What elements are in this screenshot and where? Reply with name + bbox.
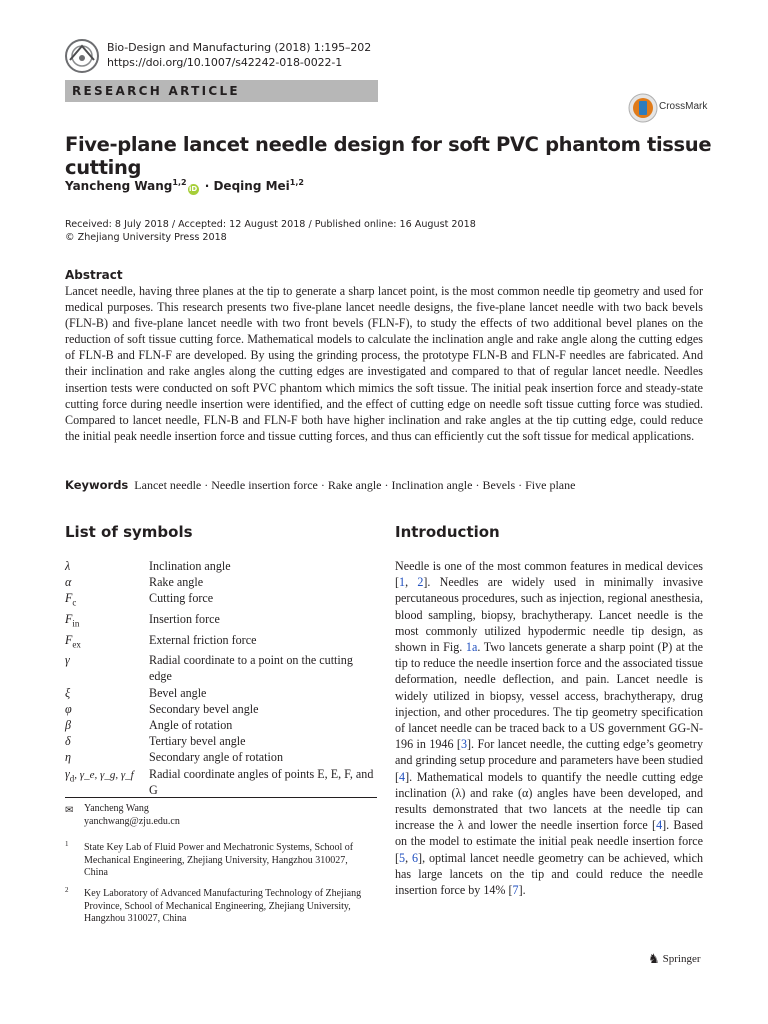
intro-text-segment: ]. For lancet needle, the cutting edge’s geometry and grinding setup procedure and parameters have been studied [ bbox=[395, 737, 703, 784]
intro-text-segment: ]. Mathematical models to quantify the needle cutting edge inclination (λ) and rake (α) angles have been developed, and results demonstrated that two lancets at the needle tip can increase the λ and lower the needle insertion force [ bbox=[395, 769, 703, 833]
copyright-notice: © Zhejiang University Press 2018 bbox=[65, 232, 227, 243]
reference-link[interactable]: 3 bbox=[460, 737, 467, 752]
corresponding-author: Yancheng Wang bbox=[84, 803, 149, 814]
keywords-line bbox=[65, 478, 575, 493]
symbol: $F_{ex}$ bbox=[65, 632, 81, 650]
journal-citation: Bio-Design and Manufacturing (2018) 1:195–202 bbox=[107, 41, 372, 54]
symbol-description: Secondary bevel angle bbox=[149, 701, 259, 716]
symbol: γ bbox=[65, 653, 70, 668]
symbol: α bbox=[65, 575, 72, 590]
symbol-row bbox=[65, 717, 377, 733]
intro-text-segment: , bbox=[405, 575, 418, 590]
symbol-description: External friction force bbox=[149, 632, 257, 647]
publication-dates: Received: 8 July 2018 / Accepted: 12 August 2018 / Published online: 16 August 2018 bbox=[65, 219, 476, 230]
symbol-description: Cutting force bbox=[149, 591, 214, 606]
intro-text-segment: ]. Based on the model to estimate the initial peak needle insertion force [ bbox=[395, 818, 703, 865]
intro-text-segment: , bbox=[405, 850, 412, 865]
affiliation-footnote-1: State Key Lab of Fluid Power and Mechatronic Systems, School of Mechanical Engineering, Zhejiang University, Hangzhou 310027, China bbox=[84, 842, 354, 878]
reference-link[interactable]: 1 bbox=[399, 575, 406, 590]
reference-link[interactable]: 4 bbox=[656, 818, 663, 833]
email-icon: ✉ bbox=[65, 805, 74, 816]
symbol: φ bbox=[65, 701, 72, 716]
symbol-description: Inclination angle bbox=[149, 559, 231, 573]
symbol-row bbox=[65, 574, 377, 590]
author-affiliation: 1,2 bbox=[289, 178, 304, 187]
author-name[interactable]: Deqing Mei bbox=[213, 179, 290, 193]
symbol-description: Tertiary bevel angle bbox=[149, 734, 246, 749]
reference-link[interactable]: 2 bbox=[417, 575, 424, 590]
paper-title: Five-plane lancet needle design for soft PVC phantom tissue cutting bbox=[65, 133, 712, 179]
symbol: $F_{in}$ bbox=[65, 612, 80, 629]
footnote-divider bbox=[65, 797, 377, 798]
article-type-label: RESEARCH ARTICLE bbox=[72, 84, 240, 98]
author-affiliation: 1,2 bbox=[172, 178, 187, 187]
symbol-description: Radial coordinate to a point on the cutting edge bbox=[149, 653, 353, 684]
corresponding-email[interactable]: yanchwang@zju.edu.cn bbox=[84, 816, 180, 827]
symbols-heading: List of symbols bbox=[65, 523, 193, 541]
symbol-row bbox=[65, 749, 377, 765]
reference-link[interactable]: 5 bbox=[399, 850, 406, 865]
journal-logo-icon bbox=[64, 38, 100, 74]
symbol-description: Rake angle bbox=[149, 575, 204, 590]
symbol: $F_c$ bbox=[65, 591, 77, 608]
symbol: β bbox=[65, 718, 72, 733]
symbol-row bbox=[65, 652, 377, 684]
symbol: δ bbox=[65, 734, 71, 749]
introduction-heading: Introduction bbox=[395, 523, 500, 541]
intro-text-segment: Needle is one of the most common features in medical devices [ bbox=[395, 559, 703, 590]
affiliation-footnote-2: Key Laboratory of Advanced Manufacturing Technology of Zhejiang Province, School of Mechanical Engineering, Zhejiang University, Hangzhou 310027, China bbox=[84, 888, 362, 924]
crossmark-icon bbox=[628, 93, 658, 123]
introduction-text bbox=[395, 558, 703, 898]
symbol-row bbox=[65, 611, 377, 632]
author-separator: · bbox=[200, 179, 214, 193]
symbol-description: Bevel angle bbox=[149, 685, 207, 700]
orcid-icon[interactable]: iD bbox=[188, 185, 198, 193]
footnote-marker: 2 bbox=[65, 886, 69, 894]
intro-text-segment: ], optimal lancet needle geometry can be achieved, which has large lancets on the tip and could reduce the needle insertion force by 14% [ bbox=[395, 850, 703, 898]
keywords-label: Keywords bbox=[65, 478, 129, 492]
symbol-row bbox=[65, 558, 377, 574]
springer-horse-icon: ♞ bbox=[648, 951, 660, 966]
intro-text-segment: ]. bbox=[518, 883, 526, 898]
symbol-row bbox=[65, 733, 377, 749]
symbol-row bbox=[65, 701, 377, 717]
keywords-text: Lancet needle · Needle insertion force · Rake angle · Inclination angle · Bevels · Five plane bbox=[134, 478, 576, 492]
publisher-mark bbox=[648, 951, 701, 967]
crossmark-label: CrossMark bbox=[659, 101, 708, 112]
abstract-text: Lancet needle, having three planes at the tip to generate a sharp lancet point, is the most common needle tip geometry and used for medical purposes. This research presents two five-plane lancet needle designs, the five-plane lancet needle with two back bevels (FLN-B) and five-plane lancet needle with two front bevels (FLN-F), to study the effects of two additional bevel planes on the reduction of soft tissue cutting force. Mathematical models to calculate the inclination angle and rake angle along the cutting edges of FLN-B and FLN-F are developed. By using the grinding process, the prototype FLN-B and FLN-F needles are fabricated. And their inclination and rake angles along the cutting edges are investigated and compared to that of regular lancet needle. Needles insertion tests were conducted on soft PVC phantom which mimics the soft tissue. The initial peak insertion force and steady-state cutting force during needle insertion were identified, and the effect of cutting edge on needle soft tissue cutting force was studied. Compared to lancet needle, FLN-B and FLN-F both have higher inclination and rake angles at the tip cutting edge, could reduce the initial peak needle insertion force and tissue cutting forces, and thus can efficiently cut the soft tissue for medical applications. bbox=[65, 284, 703, 443]
intro-text-segment: . Two lancets generate a sharp point (P) at the tip to reduce the needle insertion force and the associated tissue deformation, needle deflection, and pain. Lancet needle is widely utilized in biopsy, vessel access, brachytherapy, drug injection, and other procedures. The tip geometry specification of lancet needle can be traced back to a US government GG-N-196 in 1946 [ bbox=[395, 640, 704, 752]
symbol-description: Radial coordinate angles of points E, E, F, and G bbox=[149, 766, 374, 797]
doi-link[interactable]: https://doi.org/10.1007/s42242-018-0022-1 bbox=[107, 56, 343, 69]
author-name[interactable]: Yancheng Wang bbox=[65, 179, 173, 193]
reference-link[interactable]: 6 bbox=[412, 850, 419, 865]
publisher-name: Springer bbox=[662, 953, 701, 965]
symbol-description: Secondary angle of rotation bbox=[149, 750, 283, 765]
symbol-description: Angle of rotation bbox=[149, 718, 233, 733]
reference-link[interactable]: 4 bbox=[399, 769, 406, 784]
reference-link[interactable]: 7 bbox=[512, 883, 519, 898]
footnote-marker: 1 bbox=[65, 840, 69, 848]
symbol-row bbox=[65, 685, 377, 701]
symbol-row bbox=[65, 766, 377, 798]
symbol: η bbox=[65, 750, 71, 765]
abstract-heading: Abstract bbox=[65, 268, 123, 282]
symbol-description: Insertion force bbox=[149, 612, 220, 627]
symbol: ξ bbox=[65, 685, 71, 700]
symbol-table bbox=[65, 558, 377, 798]
symbol: λ bbox=[65, 559, 71, 573]
symbol-row bbox=[65, 632, 377, 653]
author-list bbox=[65, 178, 304, 195]
symbol: $\gamma_d$, γ_e, γ_g, γ_f bbox=[65, 766, 134, 784]
reference-link[interactable]: 1a bbox=[465, 640, 478, 655]
symbol-row bbox=[65, 590, 377, 611]
intro-text-segment: ]. Needles are widely used in minimally invasive percutaneous procedures, such as injection, regional anesthesia, blood sampling, biopsy, brachytherapy. Lancet needle is the most commonly utilized hypodermic needle tip design, as shown in Fig. bbox=[395, 575, 704, 655]
